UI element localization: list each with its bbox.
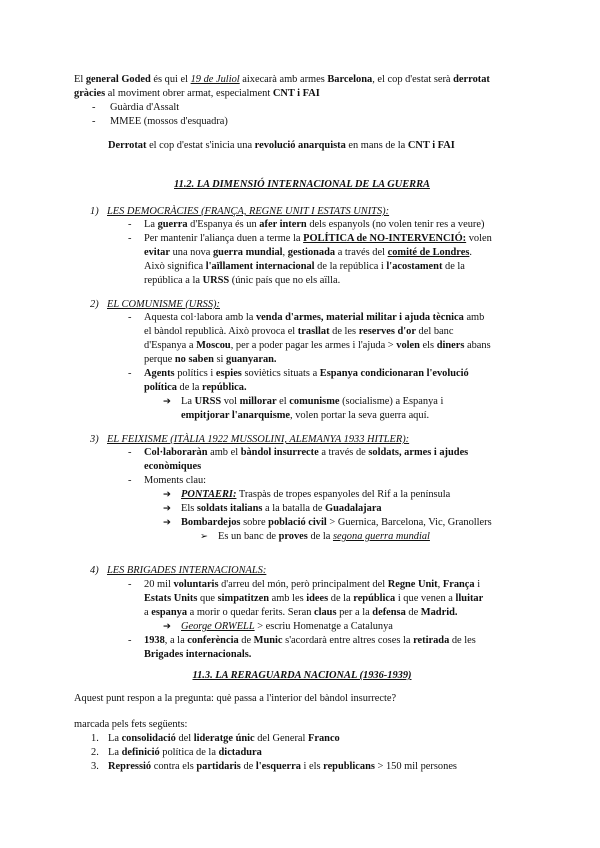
fei-arrow-2: Els soldats italians a la batalla de Guadalajara xyxy=(181,503,382,514)
section-title-11-2: 11.2. LA DIMENSIÓ INTERNACIONAL DE LA GUERRA xyxy=(174,179,430,190)
arrow-bullet-icon: ➔ xyxy=(163,517,171,528)
dem-bullet-2-l1: Per mantenir l'aliança duen a terme la POLÍTICA de NO-INTERVENCIÓ: volen xyxy=(144,233,492,244)
sec2-item-2: La definició política de la dictadura xyxy=(108,747,262,758)
dash-bullet: - xyxy=(128,447,132,458)
dash-bullet: - xyxy=(128,233,132,244)
dash-bullet: - xyxy=(128,312,132,323)
bri-bullet-2-l1: 1938, a la conferència de Munic s'acordarà entre altres coses la retirada de les xyxy=(144,635,476,646)
com-bullet-1-l4: perque no saben si guanyaran. xyxy=(144,354,277,365)
dash-bullet: - xyxy=(128,635,132,646)
bri-bullet-1-l3: a espanya a morir o quedar ferits. Seran claus per a la defensa de Madrid. xyxy=(144,607,458,618)
arrow-bullet-icon: ➔ xyxy=(163,621,171,632)
list-number: 2) xyxy=(90,299,99,310)
arrow-bullet-icon: ➔ xyxy=(163,396,171,407)
com-arrow-1-l2: empitjorar l'anarquisme, volen portar la seva guerra aquí. xyxy=(181,410,430,421)
sub-arrow-bullet-icon: ➢ xyxy=(200,531,208,542)
heading-brigades: LES BRIGADES INTERNACIONALS: xyxy=(107,565,267,576)
fei-sub-1: Es un banc de proves de la segona guerra mundial xyxy=(218,531,430,542)
com-bullet-2-l1: Agents polítics i espies soviètics situats a Espanya condicionaran l'evolució xyxy=(144,368,469,379)
sec2-question: Aquest punt respon a la pregunta: què passa a l'interior del bàndol insurrecte? xyxy=(74,693,397,704)
dash-bullet: - xyxy=(128,579,132,590)
heading-feixisme: EL FEIXISME (ITÀLIA 1922 MUSSOLINI, ALEMANYA 1933 HITLER): xyxy=(107,434,410,445)
arrow-bullet-icon: ➔ xyxy=(163,503,171,514)
ordered-number: 1. xyxy=(91,733,99,744)
dem-bullet-1: La guerra d'Espanya és un afer intern dels espanyols (no volen tenir res a veure) xyxy=(144,219,485,230)
section-title-11-3: 11.3. LA RERAGUARDA NACIONAL (1936-1939) xyxy=(192,670,412,681)
heading-democracies: LES DEMOCRÀCIES (FRANÇA, REGNE UNIT I ESTATS UNITS): xyxy=(107,206,390,217)
fei-arrow-1: PONTAERI: Traspàs de tropes espanyoles del Rif a la península xyxy=(181,489,451,500)
fei-bullet-2: Moments clau: xyxy=(144,475,207,486)
com-bullet-2-l2: política de la república. xyxy=(144,382,247,393)
intro-item: Guàrdia d'Assalt xyxy=(110,102,180,113)
list-number: 3) xyxy=(90,434,99,445)
derrotat-line: Derrotat el cop d'estat s'inicia una revolució anarquista en mans de la CNT i FAI xyxy=(108,140,455,151)
dem-bullet-2-l4: república a la URSS (únic país que no els aïlla. xyxy=(144,275,341,286)
dash-bullet: - xyxy=(128,475,132,486)
dem-bullet-2-l3: Això significa l'aïllament internacional de la república i l'acostament de la xyxy=(144,261,465,272)
com-arrow-1-l1: La URSS vol millorar el comunisme (socialisme) a Espanya i xyxy=(181,396,444,407)
fei-bullet-1-l2: econòmiques xyxy=(144,461,202,472)
dash-bullet: - xyxy=(92,116,96,127)
bri-bullet-1-l1: 20 mil voluntaris d'arreu del món, però principalment del Regne Unit, França i xyxy=(144,579,481,590)
fei-arrow-3: Bombardejos sobre població civil > Guernica, Barcelona, Vic, Granollers xyxy=(181,517,492,528)
dash-bullet: - xyxy=(92,102,96,113)
ordered-number: 2. xyxy=(91,747,99,758)
ordered-number: 3. xyxy=(91,761,99,772)
heading-comunisme: EL COMUNISME (URSS): xyxy=(107,299,220,310)
fei-bullet-1-l1: Col·laboraràn amb el bàndol insurrecte a través de soldats, armes i ajudes xyxy=(144,447,469,458)
sec2-item-1: La consolidació del lideratge únic del General Franco xyxy=(108,733,340,744)
dem-bullet-2-l2: evitar una nova guerra mundial, gestionada a través del comité de Londres. xyxy=(144,247,472,258)
dash-bullet: - xyxy=(128,368,132,379)
intro-line-1: El general Goded és qui el 19 de Juliol aixecarà amb armes Barcelona, el cop d'estat serà derrotat xyxy=(74,74,490,85)
sec2-item-3: Repressió contra els partidaris de l'esquerra i els republicans > 150 mil persones xyxy=(108,761,457,772)
bri-arrow-1: George ORWELL > escriu Homenatge a Catalunya xyxy=(181,621,393,632)
sec2-intro: marcada pels fets següents: xyxy=(74,719,188,730)
com-bullet-1-l1: Aquesta col·labora amb la venda d'armes, material militar i ajuda tècnica amb xyxy=(144,312,485,323)
intro-item: MMEE (mossos d'esquadra) xyxy=(110,116,228,127)
com-bullet-1-l2: el bàndol republicà. Això provoca el trasllat de les reserves d'or del banc xyxy=(144,326,454,337)
dash-bullet: - xyxy=(128,219,132,230)
bri-bullet-1-l2: Estats Units que simpatitzen amb les idees de la república i que venen a lluitar xyxy=(144,593,484,604)
intro-line-2: gràcies al moviment obrer armat, especialment CNT i FAI xyxy=(74,88,320,99)
list-number: 4) xyxy=(90,565,99,576)
bri-bullet-2-l2: Brigades internacionals. xyxy=(144,649,252,660)
com-bullet-1-l3: d'Espanya a Moscou, per a poder pagar les armes i l'ajuda > volen els diners abans xyxy=(144,340,491,351)
list-number: 1) xyxy=(90,206,99,217)
arrow-bullet-icon: ➔ xyxy=(163,489,171,500)
